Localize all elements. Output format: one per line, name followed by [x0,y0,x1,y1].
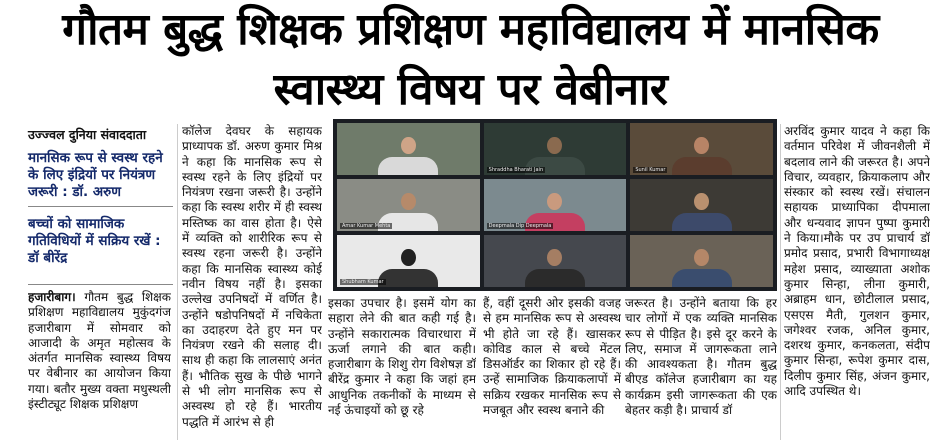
video-tile [630,123,773,175]
article-column-4: हैं, वहीं दूसरी ओर इसकी वजह से हम मानसिक रूप से अस्वस्थ भी होते जा रहे हैं। खासकर कोविड काल से बच्चे मेंटल डिसऑर्डर का शिकार हो रहे हैं। उन्हें सामाजिक क्रियाकलापों में सक्रिय रखकर मानसिक रूप से मजबूत और स्वस्थ बनाने की [483,296,621,418]
article-column-6: अरविंद कुमार यादव ने कहा कि वर्तमान परिवेश में जीवनशैली में बदलाव लाने की जरूरत है। अपने विचार, व्यवहार, क्रियाकलाप और संस्कार को स्वस्थ रखें। संचालन सहायक प्राध्यापिका दीपमाला और धन्यवाद ज्ञापन पुष्पा कुमारी ने किया।मौके पर उप प्राचार्य डॉ प्रमोद प्रसाद, प्रभारी विभागाध्यक्ष महेश प्रसाद, व्याख्याता अशोक कुमार सिन्हा, लीना कुमारी, अब्राहम धान, छोटीलाल प्रसाद, एसएस मैती, गुलशन कुमार, जगेश्वर रजक, अनिल कुमार, दशरथ कुमार, कनकलता, संदीप कुमार सिन्हा, रूपेश कुमार दास, दिलीप कुमार सिंह, अंजन कुमार, आदि उपस्थित थे। [784,124,930,399]
article-column-1 [28,290,171,440]
subheading-1: मानसिक रूप से स्वस्थ रहने के लिए इंद्रियों पर नियंत्रण जरूरी : डॉ. अरुण [28,150,163,200]
participant-body [525,269,585,287]
video-tile [337,235,480,287]
participant-body [672,213,732,231]
participant-head [401,193,416,211]
column-divider [177,124,178,440]
participant-name-label: Shubham Kumar [342,279,384,285]
video-tile [337,179,480,231]
column-divider [780,124,781,440]
participant-name-label: Shraddha Bharati Jain [488,167,544,173]
video-tile [630,179,773,231]
participant-body [672,157,732,175]
subheading-2: बच्चों को सामाजिक गतिविधियों में सक्रिय रखें : डॉ बीरेंद्र [28,216,161,266]
video-tile [630,235,773,287]
divider [28,206,173,207]
participant-head [401,137,416,155]
participant-head [547,137,562,155]
participant-head [547,249,562,267]
participant-head [694,137,709,155]
article-column-2: कॉलेज देवघर के सहायक प्राध्यापक डॉ. अरुण कुमार मिश्र ने कहा कि मानसिक रूप से स्वस्थ रहने के लिए इंद्रियों पर नियंत्रण रखना जरूरी है। उन्होंने कहा कि स्वस्थ शरीर में ही स्वस्थ मस्तिष्क का वास होता है। ऐसे में व्यक्ति को शारीरिक रूप से स्वस्थ रहना जरूरी है। उन्होंने कहा कि मानसिक स्वास्थ्य कोई नवीन विषय नहीं है। इसका उल्लेख उपनिषदों में वर्णित है। उन्होंने षडोपनिषदों में नचिकेता का उदाहरण देते हुए मन पर नियंत्रण रखने की सलाह दी। साथ ही कहा कि लालसाएं अनंत हैं। भौतिक सुख के पीछे भागने से भी लोग मानसिक रूप से अस्वस्थ हो रहे हैं। भारतीय पद्धति में आरंभ से ही [182,124,322,429]
participant-body [672,269,732,287]
participant-body [378,269,438,287]
video-tile [484,179,627,231]
participant-head [694,193,709,211]
participant-head [694,249,709,267]
webinar-screenshot-photo [333,119,777,291]
headline-line-1: गौतम बुद्ध शिक्षक प्रशिक्षण महाविद्यालय में मानसिक [62,4,879,55]
video-tile [337,123,480,175]
dateline: हजारीबाग। [28,290,76,304]
participant-name-label: Deepmala Dip Deepmala [488,223,552,229]
article-column-3: इसका उपचार है। इसमें योग का सहारा लेने की बात कही गई है। उन्होंने सकारात्मक विचारधारा में ऊर्जा लगाने की बात कही। हजारीबाग के शिशु रोग विशेषज्ञ डॉ बीरेंद्र कुमार ने कहा कि जहां हम आधुनिक तकनीकों के माध्यम से नई ऊंचाइयों को छू रहे [328,296,476,418]
participant-body [378,157,438,175]
video-tile [484,123,627,175]
divider [28,284,173,285]
participant-name-label: Amar Kumar Mehta [342,223,391,229]
byline: उज्ज्वल दुनिया संवाददाता [28,127,147,142]
column-1-text: गौतम बुद्ध शिक्षक प्रशिक्षण महाविद्यालय मुकुंदगंज हजारीबाग में सोमवार को आजादी के अमृत महोत्सव के अंतर्गत मानसिक स्वास्थ्य विषय पर वेबीनार का आयोजन किया गया। बतौर मुख्य वक्ता मधुस्थली इंस्टीट्यूट शिक्षक प्रशिक्षण [28,290,171,412]
headline-line-2: स्वास्थ्य विषय पर वेबीनार [273,64,668,115]
article-column-5: जरूरत है। उन्होंने बताया कि हर चार लोगों में एक व्यक्ति मानसिक रूप से पीड़ित है। इसे दूर करने के लिए, समाज में जागरूकता लाने की आवश्यकता है। गौतम बुद्ध बीएड कॉलेज हजारीबाग का यह कार्यक्रम इसी जागरूकता की एक बेहतर कड़ी है। प्राचार्य डॉ [625,296,777,418]
video-tile [484,235,627,287]
participant-name-label: Sunil Kumar [635,167,666,173]
participant-head [401,249,416,267]
participant-head [547,193,562,211]
